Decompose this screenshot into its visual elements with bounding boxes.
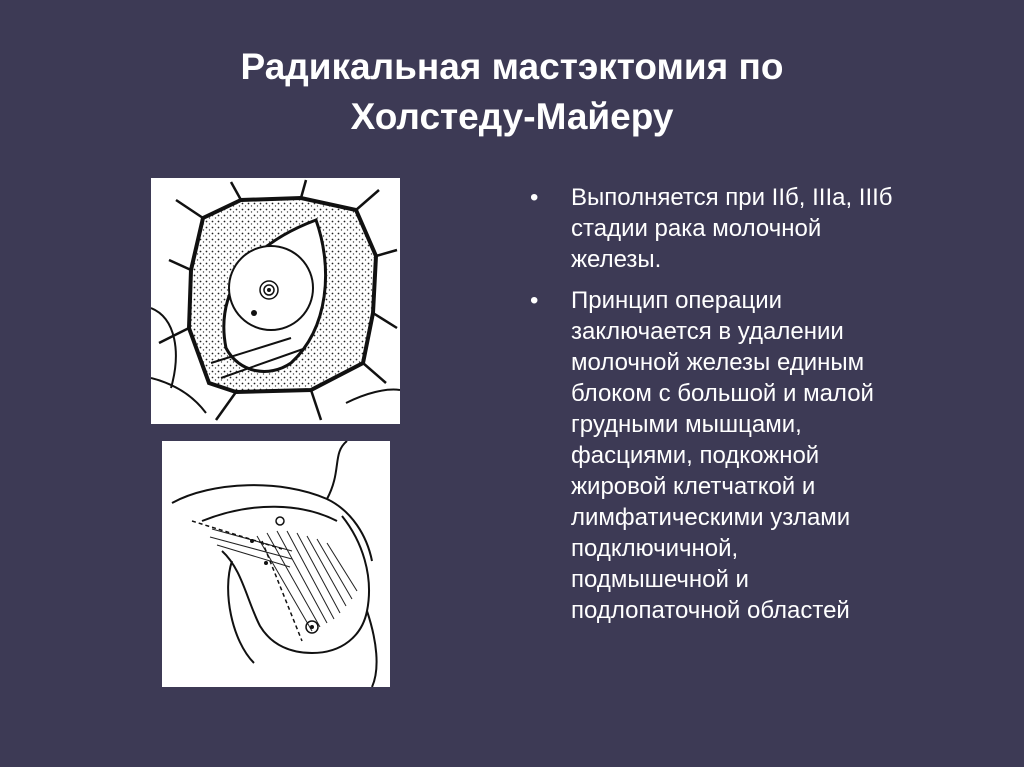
surgical-incision-illustration (151, 178, 400, 424)
bullet-line: железы. (571, 246, 662, 273)
bullet-line: жировой клетчаткой и (571, 473, 816, 500)
bullet-line: стадии рака молочной (571, 215, 822, 242)
bullet-dot: • (530, 184, 539, 211)
muscle-removal-illustration (162, 441, 390, 687)
incision-drawing (151, 178, 400, 424)
slide-title-line-1: Радикальная мастэктомия по (240, 46, 784, 87)
bullet-line: подключичной, (571, 535, 739, 562)
bullet-line: блоком с большой и малой (571, 380, 874, 407)
bullet-line: заключается в удалении (571, 318, 844, 345)
bullet-list (530, 182, 970, 636)
breast-outline (229, 246, 313, 330)
bullet-line: молочной железы единым (571, 349, 865, 376)
slide-title-line-2: Холстеду-Майеру (350, 96, 674, 137)
bullet-line: фасциями, подкожной (571, 442, 820, 469)
bullet-line: подлопаточной областей (571, 597, 850, 624)
bullet-line: грудными мышцами, (571, 411, 802, 438)
bullet-item-principle (530, 285, 970, 626)
muscle-drawing (162, 441, 390, 687)
bullet-dot: • (530, 287, 539, 314)
bullet-line: Выполняется при IIб, IIIa, IIIб (571, 184, 893, 211)
arm-contour (172, 441, 347, 503)
bullet-line: лимфатическими узлами (571, 504, 851, 531)
bullet-line: подмышечной и (571, 566, 749, 593)
slide-title (100, 42, 924, 142)
bullet-item-stages (530, 182, 970, 275)
bullet-line: Принцип операции (571, 287, 783, 314)
